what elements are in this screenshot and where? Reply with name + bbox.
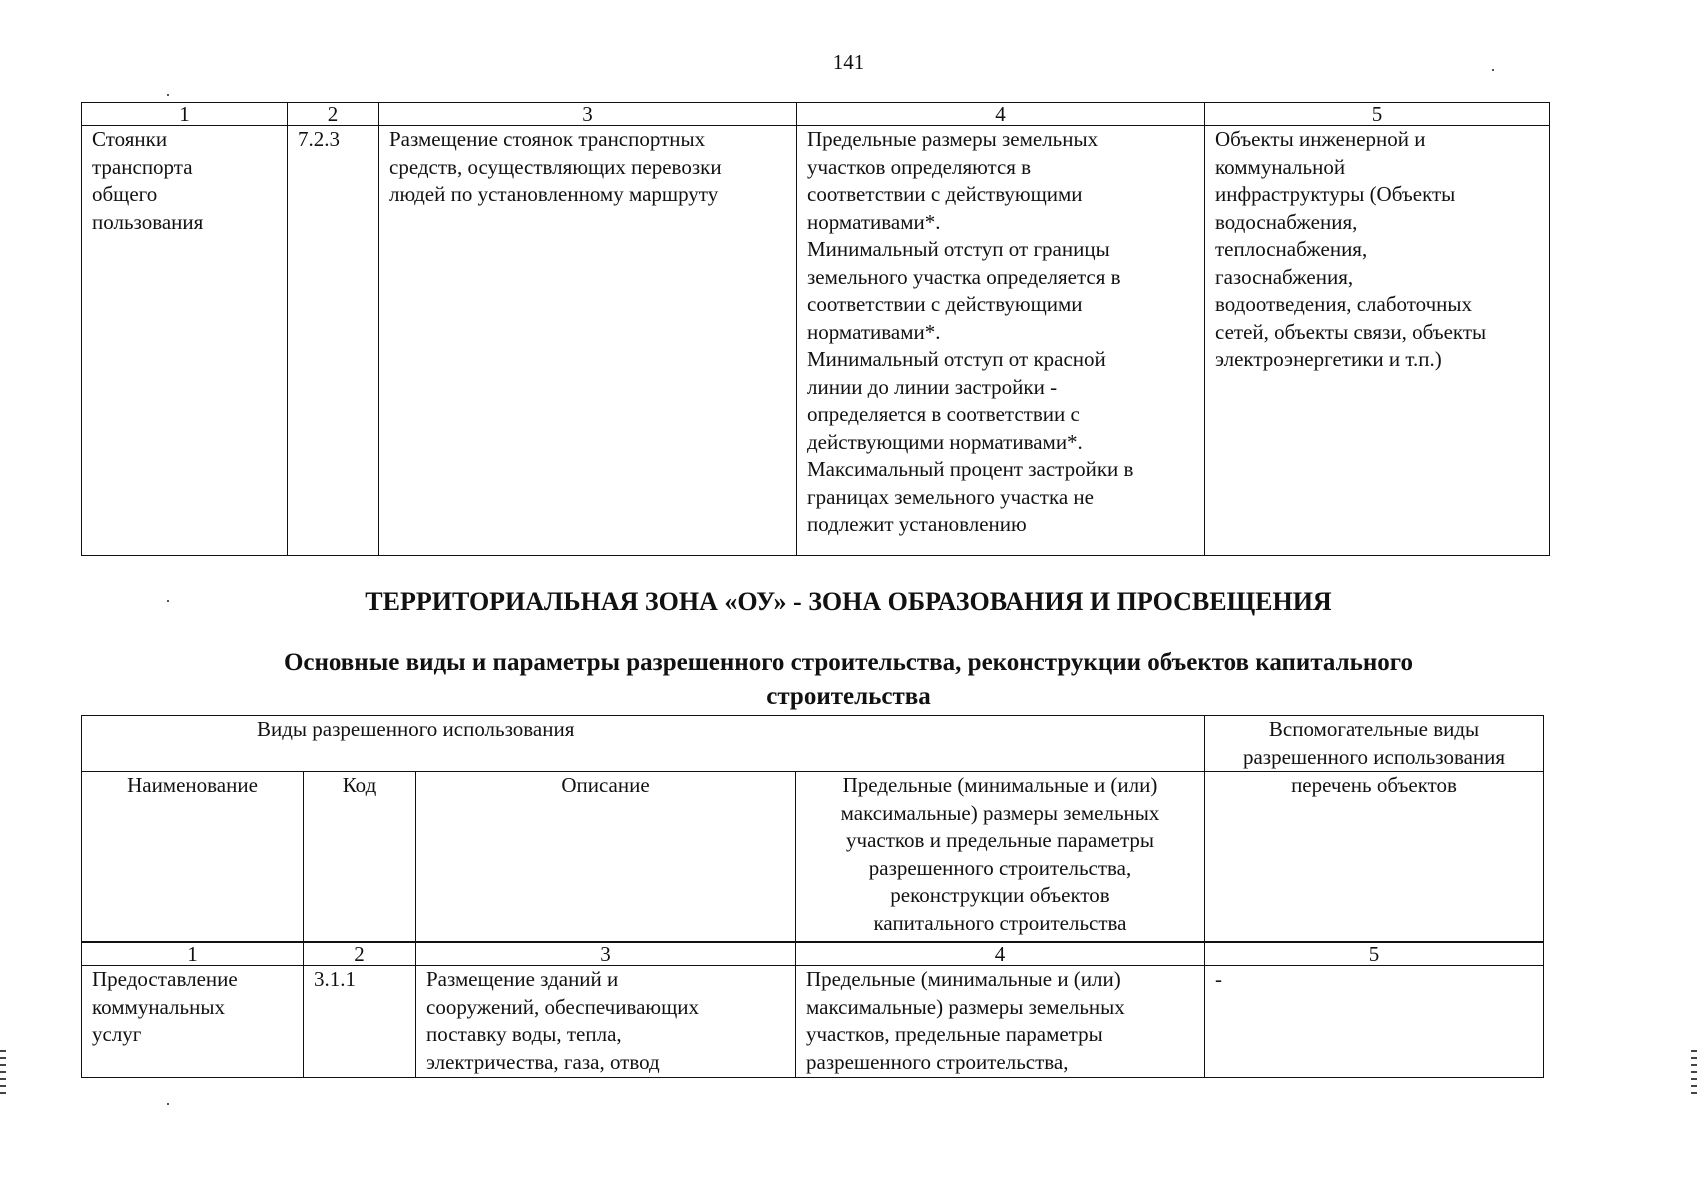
scan-speck bbox=[167, 94, 169, 96]
scan-speck bbox=[167, 1103, 169, 1105]
column-number: 3 bbox=[416, 943, 796, 966]
text-line: Объекты инженерной и bbox=[1215, 127, 1426, 151]
parameters-cell bbox=[796, 966, 1205, 1078]
text-line: электричества, газа, отвод bbox=[426, 1049, 660, 1074]
text-line: Предоставление bbox=[92, 967, 238, 991]
text-line: действующими нормативами*. bbox=[807, 429, 1083, 454]
text-line: пользования bbox=[92, 209, 204, 234]
col-name-header: Наименование bbox=[82, 772, 304, 942]
text-line: Максимальный процент застройки в bbox=[807, 457, 1134, 481]
description-cell bbox=[416, 966, 796, 1078]
text-line: участков и предельные параметры bbox=[846, 828, 1154, 852]
text-line: услуг bbox=[92, 1022, 142, 1046]
auxiliary-uses-cell bbox=[1205, 126, 1550, 556]
text-line: соответствии с действующими bbox=[807, 182, 1083, 206]
section-title bbox=[0, 646, 1697, 714]
text-line: Вспомогательные виды bbox=[1268, 717, 1480, 741]
text-line: транспорта bbox=[92, 154, 193, 179]
text-line: Минимальный отступ от красной bbox=[807, 347, 1106, 371]
group-header-cell bbox=[82, 716, 1205, 772]
text-line: Предельные размеры земельных bbox=[807, 127, 1099, 151]
text-line: Предельные (минимальные и (или) bbox=[806, 967, 1121, 991]
description-cell bbox=[379, 126, 797, 556]
aux-header-cell bbox=[1205, 716, 1544, 772]
column-number: 2 bbox=[304, 943, 416, 966]
column-header-row bbox=[82, 772, 1544, 942]
col-parameters-header bbox=[796, 772, 1205, 942]
use-name-cell bbox=[82, 126, 288, 556]
text-line: максимальные) размеры земельных bbox=[806, 994, 1125, 1019]
text-line: нормативами*. bbox=[807, 209, 941, 234]
column-number: 4 bbox=[797, 103, 1205, 126]
text-line: общего bbox=[92, 182, 158, 206]
continuation-table bbox=[81, 102, 1550, 556]
table-row bbox=[82, 126, 1550, 556]
column-number: 2 bbox=[288, 103, 379, 126]
section-title-line: Основные виды и параметры разрешенного строительства, реконструкции объектов капитального bbox=[283, 649, 1414, 676]
use-name-cell bbox=[82, 966, 304, 1078]
text-line: Размещение стоянок транспортных bbox=[389, 127, 706, 151]
use-code-cell: 3.1.1 bbox=[304, 966, 416, 1078]
text-line: коммунальных bbox=[92, 994, 225, 1019]
auxiliary-uses-cell: - bbox=[1205, 966, 1544, 1078]
text-line: максимальные) размеры земельных bbox=[840, 800, 1160, 825]
scan-margin-mark bbox=[1691, 1050, 1697, 1094]
group-header-row bbox=[82, 716, 1544, 772]
text-line: поставку воды, тепла, bbox=[426, 1022, 622, 1046]
text-line: линии до линии застройки - bbox=[807, 374, 1058, 399]
text-line: людей по установленному маршруту bbox=[389, 182, 719, 206]
group-header: Виды разрешенного использования bbox=[257, 717, 575, 741]
text-line: разрешенного использования bbox=[1242, 744, 1506, 769]
text-line: определяется в соответствии с bbox=[807, 402, 1080, 426]
text-line: сетей, объекты связи, объекты bbox=[1215, 319, 1487, 344]
zone-title: ТЕРРИТОРИАЛЬНАЯ ЗОНА «ОУ» - ЗОНА ОБРАЗОВАНИЯ И ПРОСВЕЩЕНИЯ bbox=[365, 587, 1332, 616]
text-line: средств, осуществляющих перевозки bbox=[389, 154, 722, 179]
text-line: Предельные (минимальные и (или) bbox=[842, 773, 1158, 797]
column-number: 5 bbox=[1205, 943, 1544, 966]
column-number-row bbox=[82, 103, 1550, 126]
text-line: электроэнергетики и т.п.) bbox=[1215, 347, 1442, 371]
data-table bbox=[81, 942, 1544, 1078]
use-code-cell: 7.2.3 bbox=[288, 126, 379, 556]
text-line: земельного участка определяется в bbox=[807, 264, 1121, 289]
column-number: 4 bbox=[796, 943, 1205, 966]
text-line: инфраструктуры (Объекты bbox=[1215, 182, 1456, 206]
text-line: капитального строительства bbox=[873, 910, 1127, 935]
column-number: 1 bbox=[82, 943, 304, 966]
scan-speck bbox=[1492, 69, 1494, 71]
text-line: границах земельного участка не bbox=[807, 484, 1094, 509]
text-line: нормативами*. bbox=[807, 319, 941, 344]
col-aux-header: перечень объектов bbox=[1205, 772, 1544, 942]
column-number-row bbox=[82, 943, 1544, 966]
page-number: 141 bbox=[832, 50, 865, 74]
text-line: газоснабжения, bbox=[1215, 264, 1354, 289]
text-line: сооружений, обеспечивающих bbox=[426, 994, 699, 1019]
text-line: Стоянки bbox=[92, 127, 168, 151]
text-line: Размещение зданий и bbox=[426, 967, 619, 991]
col-code-header: Код bbox=[304, 772, 416, 942]
col-description-header: Описание bbox=[416, 772, 796, 942]
text-line: разрешенного строительства, bbox=[868, 855, 1132, 880]
text-line: водоотведения, слаботочных bbox=[1215, 292, 1473, 316]
text-line: водоснабжения, bbox=[1215, 209, 1358, 234]
text-line: участков определяются в bbox=[807, 154, 1032, 179]
section-title-line: строительства bbox=[766, 683, 931, 710]
text-line: соответствии с действующими bbox=[807, 292, 1083, 316]
scan-margin-mark bbox=[0, 1050, 6, 1094]
text-line: участков, предельные параметры bbox=[806, 1022, 1103, 1046]
header-table bbox=[81, 715, 1544, 942]
table-row bbox=[82, 966, 1544, 1078]
text-line: подлежит установлению bbox=[807, 512, 1027, 536]
parameters-cell bbox=[797, 126, 1205, 556]
column-number: 1 bbox=[82, 103, 288, 126]
text-line: разрешенного строительства, bbox=[806, 1049, 1069, 1074]
scan-speck bbox=[167, 600, 169, 602]
text-line: коммунальной bbox=[1215, 154, 1346, 179]
text-line: теплоснабжения, bbox=[1215, 237, 1368, 261]
column-number: 3 bbox=[379, 103, 797, 126]
text-line: реконструкции объектов bbox=[890, 883, 1110, 907]
text-line: Минимальный отступ от границы bbox=[807, 237, 1110, 261]
column-number: 5 bbox=[1205, 103, 1550, 126]
